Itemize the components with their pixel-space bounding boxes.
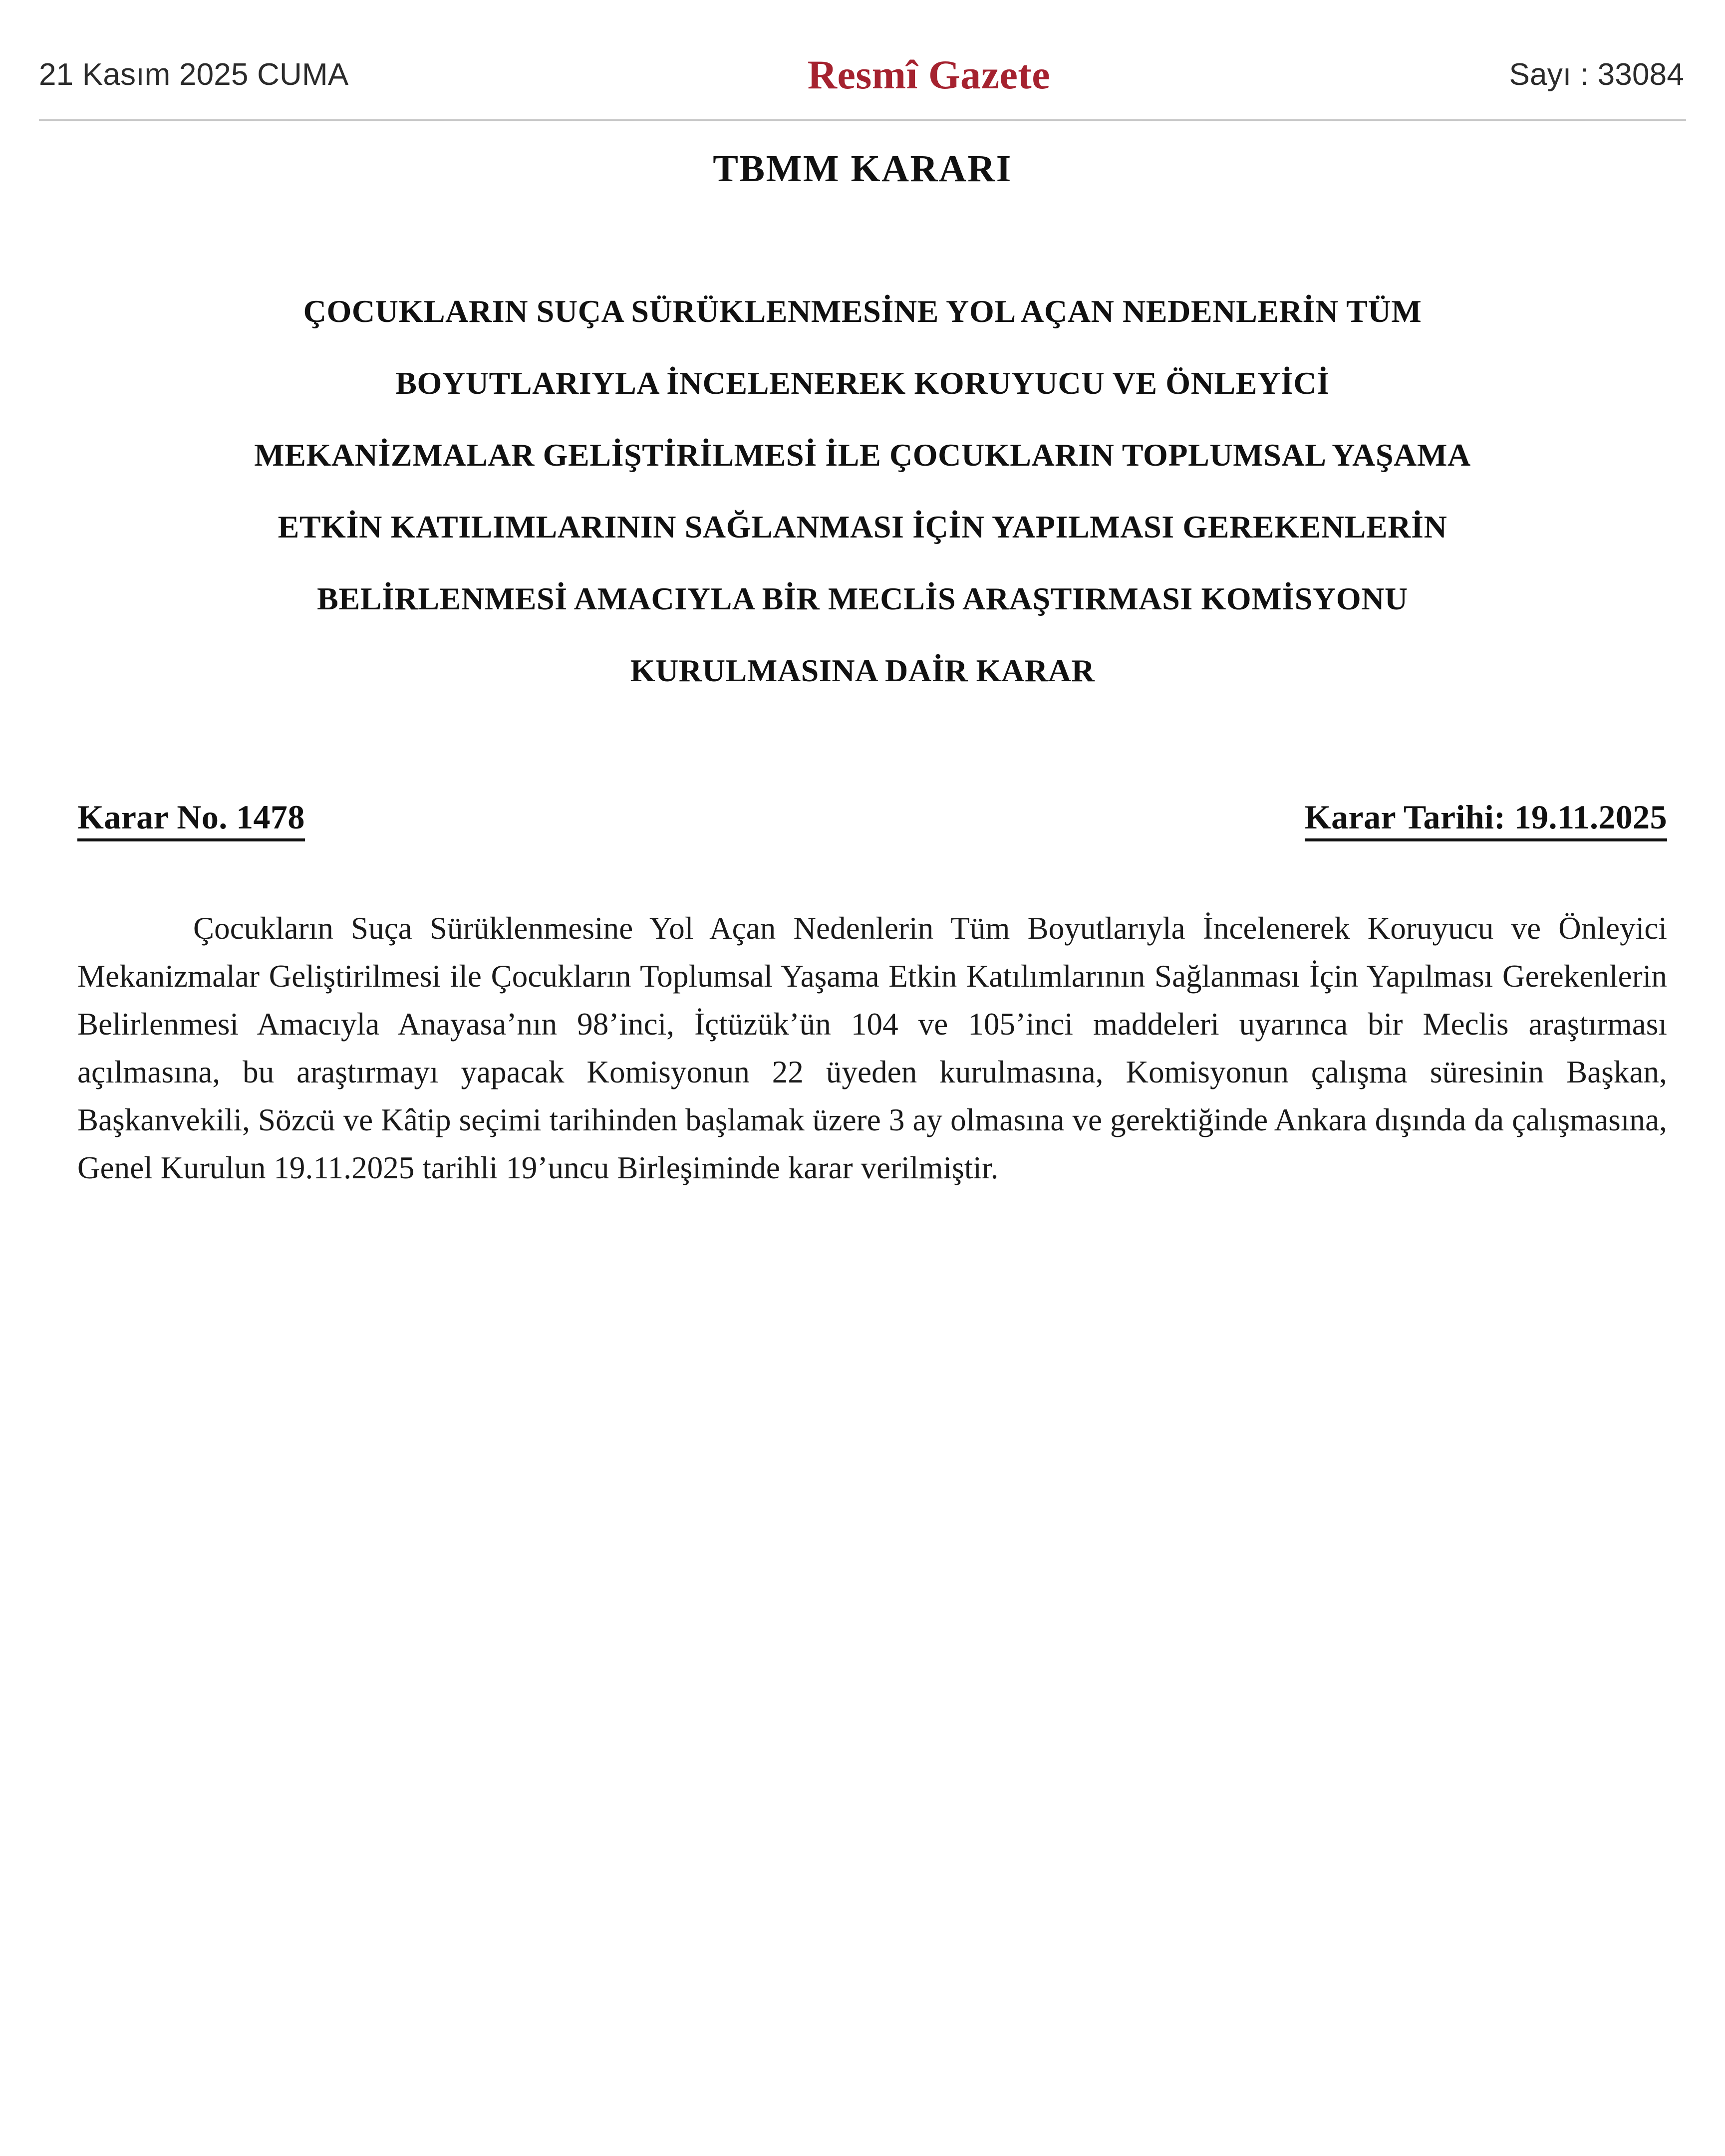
decision-meta-row	[77, 798, 1667, 841]
document-title-line: ÇOCUKLARIN SUÇA SÜRÜKLENMESİNE YOL AÇAN NEDENLERİN TÜM	[303, 293, 1422, 329]
document-title	[65, 275, 1660, 707]
document-title-line: BOYUTLARIYLA İNCELENEREK KORUYUCU VE ÖNLEYİCİ	[395, 365, 1330, 401]
decision-date: Karar Tarihi: 19.11.2025	[1305, 798, 1667, 841]
document-title-line: KURULMASINA DAİR KARAR	[630, 653, 1095, 688]
decision-body	[77, 904, 1667, 1192]
document-kind-heading: TBMM KARARI	[713, 148, 1012, 190]
masthead	[0, 48, 1725, 102]
gazette-title: Resmî Gazete	[807, 52, 1051, 97]
decision-number: Karar No. 1478	[77, 798, 305, 841]
masthead-divider	[39, 119, 1686, 121]
publication-date: 21 Kasım 2025 CUMA	[39, 57, 349, 92]
document-title-line: ETKİN KATILIMLARININ SAĞLANMASI İÇİN YAPILMASI GEREKENLERİN	[278, 509, 1447, 544]
decision-body-paragraph: Çocukların Suça Sürüklenmesine Yol Açan Nedenlerin Tüm Boyutlarıyla İncelenerek Koruyucu ve Önleyici Mekanizmalar Geliştirilmesi ile Çocukların Toplumsal Yaşama Etkin Katılımlarının Sağlanması İçin Yapılması Gerekenlerin Belirlenmesi Amacıyla Anayasa’nın 98’inci, İçtüzük’ün 104 ve 105’inci maddeleri uyarınca bir Meclis araştırması açılmasına, bu araştırmayı yapacak Komisyonun 22 üyeden kurulmasına, Komisyonun çalışma süresinin Başkan, Başkanvekili, Sözcü ve Kâtip seçimi tarihinden başlamak üzere 3 ay olmasına ve gerektiğinde Ankara dışında da çalışmasına, Genel Kurulun 19.11.2025 tarihli 19’uncu Birleşiminde karar verilmiştir.	[77, 911, 1667, 1185]
document-title-line: MEKANİZMALAR GELİŞTİRİLMESİ İLE ÇOCUKLARIN TOPLUMSAL YAŞAMA	[254, 437, 1471, 473]
document-title-line: BELİRLENMESİ AMACIYLA BİR MECLİS ARAŞTIRMASI KOMİSYONU	[317, 581, 1408, 616]
issue-number: Sayı : 33084	[1509, 57, 1684, 92]
